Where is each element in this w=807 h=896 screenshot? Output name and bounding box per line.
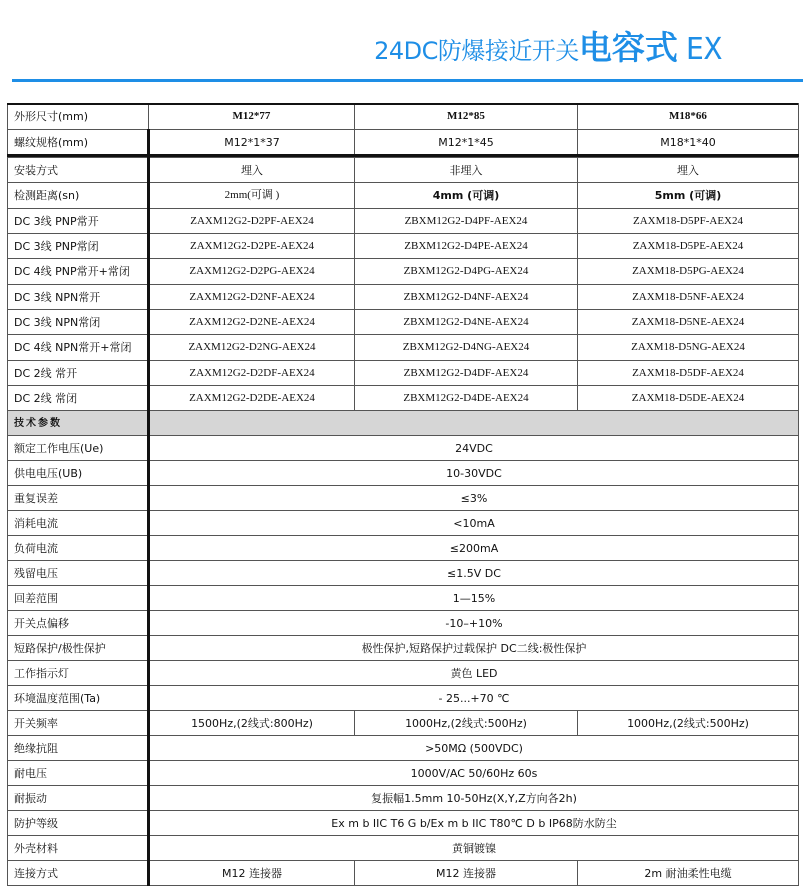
thread-label: 螺纹规格(mm) xyxy=(8,130,149,156)
mount-value-3: 埋入 xyxy=(578,158,799,183)
spec-value: 1—15% xyxy=(149,586,799,611)
model-value-1: ZAXM12G2-D2PF-AEX24 xyxy=(149,209,355,234)
spec-value: Ex m b IIC T6 G b/Ex m b IIC T80℃ D b IP68防水防尘 xyxy=(149,811,799,836)
spec-value: <10mA xyxy=(149,511,799,536)
spec-row xyxy=(8,611,799,636)
model-value-3: ZAXM18-D5DF-AEX24 xyxy=(578,361,799,386)
spec-row xyxy=(8,561,799,586)
col-header-2: M12*85 xyxy=(355,104,578,130)
spec-row xyxy=(8,586,799,611)
tech-section-row xyxy=(8,411,799,436)
model-value-3: ZAXM18-D5PG-AEX24 xyxy=(578,259,799,285)
spec-value: 24VDC xyxy=(149,436,799,461)
frequency-value-2: 1000Hz,(2线式:500Hz) xyxy=(355,711,578,736)
spec-row xyxy=(8,511,799,536)
spec-row xyxy=(8,686,799,711)
spec-value: ≤200mA xyxy=(149,536,799,561)
mount-value-1: 埋入 xyxy=(149,158,355,183)
frequency-label: 开关频率 xyxy=(8,711,149,736)
spec-row xyxy=(8,786,799,811)
spec-label: 重复误差 xyxy=(8,486,149,511)
distance-value-1: 2mm(可调 ) xyxy=(149,183,355,209)
frequency-row xyxy=(8,711,799,736)
thread-value-2: M12*1*45 xyxy=(355,130,578,156)
distance-row xyxy=(8,183,799,209)
model-value-1: ZAXM12G2-D2PE-AEX24 xyxy=(149,234,355,259)
model-value-3: ZAXM18-D5PF-AEX24 xyxy=(578,209,799,234)
model-row xyxy=(8,310,799,335)
model-label: DC 2线 常开 xyxy=(8,361,149,386)
spec-row xyxy=(8,536,799,561)
tech-section-fill xyxy=(149,411,799,436)
model-label: DC 4线 NPN常开+常闭 xyxy=(8,335,149,361)
mount-label: 安装方式 xyxy=(8,158,149,183)
spec-row xyxy=(8,636,799,661)
model-value-2: ZBXM12G2-D4PG-AEX24 xyxy=(355,259,578,285)
model-value-3: ZAXM18-D5PE-AEX24 xyxy=(578,234,799,259)
frequency-value-3: 1000Hz,(2线式:500Hz) xyxy=(578,711,799,736)
spec-label: 耐振动 xyxy=(8,786,149,811)
spec-label: 耐电压 xyxy=(8,761,149,786)
model-row xyxy=(8,285,799,310)
model-label: DC 4线 PNP常开+常闭 xyxy=(8,259,149,285)
model-label: DC 3线 PNP常闭 xyxy=(8,234,149,259)
spec-label: 防护等级 xyxy=(8,811,149,836)
spec-label: 工作指示灯 xyxy=(8,661,149,686)
spec-row xyxy=(8,436,799,461)
col-header-1: M12*77 xyxy=(149,104,355,130)
model-value-1: ZAXM12G2-D2NF-AEX24 xyxy=(149,285,355,310)
thread-value-1: M12*1*37 xyxy=(149,130,355,156)
connection-label: 连接方式 xyxy=(8,861,149,886)
model-value-3: ZAXM18-D5NE-AEX24 xyxy=(578,310,799,335)
model-value-3: ZAXM18-D5NG-AEX24 xyxy=(578,335,799,361)
spec-row xyxy=(8,486,799,511)
model-row xyxy=(8,234,799,259)
spec-value: -10–+10% xyxy=(149,611,799,636)
distance-value-3: 5mm (可调) xyxy=(578,183,799,209)
distance-value-2: 4mm (可调) xyxy=(355,183,578,209)
model-value-1: ZAXM12G2-D2NG-AEX24 xyxy=(149,335,355,361)
spec-row xyxy=(8,811,799,836)
model-value-3: ZAXM18-D5NF-AEX24 xyxy=(578,285,799,310)
model-value-3: ZAXM18-D5DE-AEX24 xyxy=(578,386,799,411)
title-type: 电容式 xyxy=(578,28,678,67)
spec-value: ≤3% xyxy=(149,486,799,511)
spec-value: 1000V/AC 50/60Hz 60s xyxy=(149,761,799,786)
spec-row xyxy=(8,461,799,486)
thread-value-3: M18*1*40 xyxy=(578,130,799,156)
spec-value: 10-30VDC xyxy=(149,461,799,486)
spec-label: 消耗电流 xyxy=(8,511,149,536)
model-value-2: ZBXM12G2-D4PE-AEX24 xyxy=(355,234,578,259)
spec-label: 额定工作电压(Ue) xyxy=(8,436,149,461)
distance-label: 检测距离(sn) xyxy=(8,183,149,209)
model-value-1: ZAXM12G2-D2PG-AEX24 xyxy=(149,259,355,285)
model-value-1: ZAXM12G2-D2DE-AEX24 xyxy=(149,386,355,411)
model-value-2: ZBXM12G2-D4PF-AEX24 xyxy=(355,209,578,234)
frequency-value-1: 1500Hz,(2线式:800Hz) xyxy=(149,711,355,736)
model-value-2: ZBXM12G2-D4DF-AEX24 xyxy=(355,361,578,386)
title-main: 24DC防爆接近开关 xyxy=(374,37,579,65)
model-value-2: ZBXM12G2-D4NG-AEX24 xyxy=(355,335,578,361)
spec-label: 残留电压 xyxy=(8,561,149,586)
spec-value: 极性保护,短路保护过载保护 DC二线:极性保护 xyxy=(149,636,799,661)
model-label: DC 2线 常闭 xyxy=(8,386,149,411)
model-row xyxy=(8,209,799,234)
spec-label: 负荷电流 xyxy=(8,536,149,561)
title-ex: EX xyxy=(685,32,722,67)
spec-label: 环境温度范围(Ta) xyxy=(8,686,149,711)
thread-row xyxy=(8,130,799,156)
spec-value: - 25...+70 ℃ xyxy=(149,686,799,711)
model-value-1: ZAXM12G2-D2NE-AEX24 xyxy=(149,310,355,335)
mount-value-2: 非埋入 xyxy=(355,158,578,183)
tech-section-label: 技术参数 xyxy=(8,411,149,436)
model-row xyxy=(8,361,799,386)
model-row xyxy=(8,335,799,361)
table-top-rule xyxy=(7,103,798,105)
model-row xyxy=(8,259,799,285)
col-header-3: M18*66 xyxy=(578,104,799,130)
spec-row xyxy=(8,761,799,786)
model-value-2: ZBXM12G2-D4NE-AEX24 xyxy=(355,310,578,335)
model-label: DC 3线 PNP常开 xyxy=(8,209,149,234)
spec-row xyxy=(8,836,799,861)
spec-label: 开关点偏移 xyxy=(8,611,149,636)
dimensions-row xyxy=(8,104,799,130)
spec-row xyxy=(8,661,799,686)
model-label: DC 3线 NPN常闭 xyxy=(8,310,149,335)
spec-value: >50MΩ (500VDC) xyxy=(149,736,799,761)
model-value-2: ZBXM12G2-D4NF-AEX24 xyxy=(355,285,578,310)
connection-value-1: M12 连接器 xyxy=(149,861,355,886)
model-value-1: ZAXM12G2-D2DF-AEX24 xyxy=(149,361,355,386)
spec-label: 短路保护/极性保护 xyxy=(8,636,149,661)
spec-label: 供电电压(UB) xyxy=(8,461,149,486)
spec-table xyxy=(7,103,799,886)
spec-label: 绝缘抗阻 xyxy=(8,736,149,761)
spec-row xyxy=(8,736,799,761)
title-underline xyxy=(12,79,803,82)
mount-row xyxy=(8,158,799,183)
connection-value-2: M12 连接器 xyxy=(355,861,578,886)
spec-value: 黄色 LED xyxy=(149,661,799,686)
dimensions-label: 外形尺寸(mm) xyxy=(8,104,149,130)
spec-label: 回差范围 xyxy=(8,586,149,611)
spec-value: ≤1.5V DC xyxy=(149,561,799,586)
spec-value: 复振幅1.5mm 10-50Hz(X,Y,Z方向各2h) xyxy=(149,786,799,811)
connection-row xyxy=(8,861,799,886)
model-value-2: ZBXM12G2-D4DE-AEX24 xyxy=(355,386,578,411)
model-row xyxy=(8,386,799,411)
spec-label: 外壳材料 xyxy=(8,836,149,861)
page-title xyxy=(0,22,722,69)
connection-value-3: 2m 耐油柔性电缆 xyxy=(578,861,799,886)
model-label: DC 3线 NPN常开 xyxy=(8,285,149,310)
spec-value: 黄铜镀镍 xyxy=(149,836,799,861)
